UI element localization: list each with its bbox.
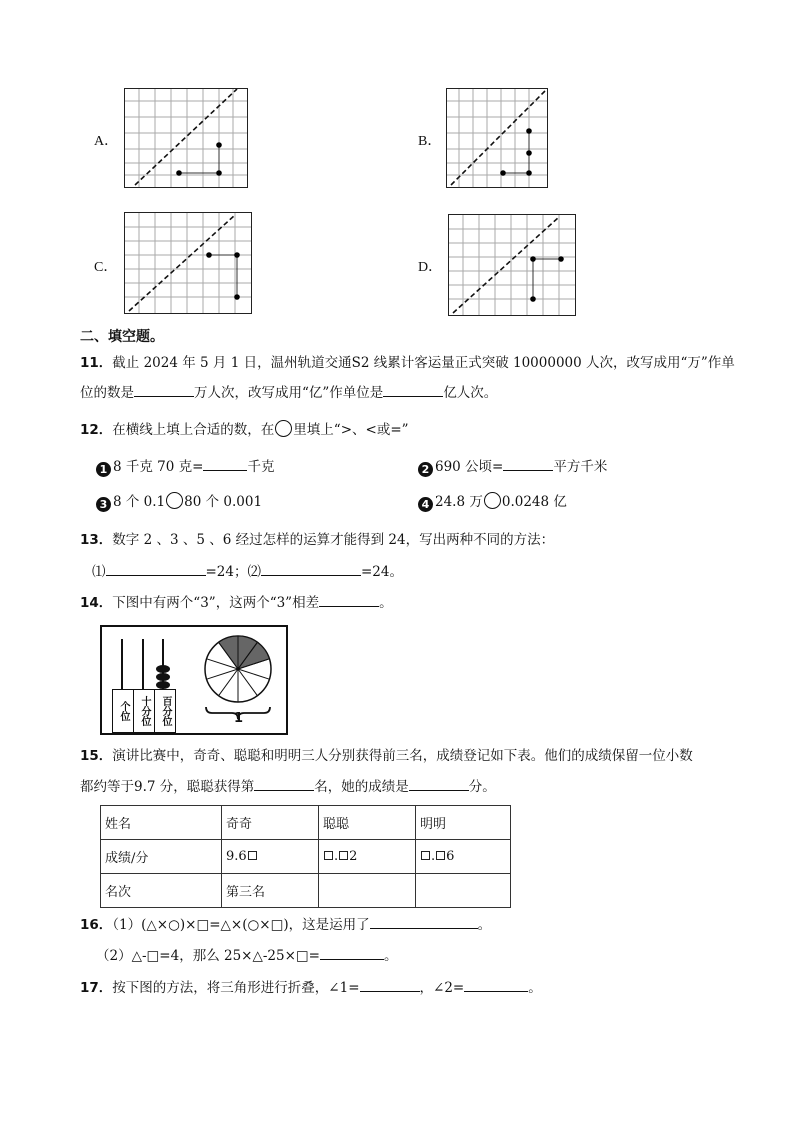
question-number: 12．: [80, 422, 113, 438]
question-11: [80, 353, 735, 373]
item-mark: 2: [418, 462, 433, 477]
q13-eq2: =24。: [361, 564, 403, 580]
option-b-grid[interactable]: [446, 88, 548, 188]
table-row: [101, 806, 511, 840]
q12-item-4: [418, 492, 567, 512]
q11-blank-2[interactable]: [383, 382, 443, 397]
abacus-label-tenths: 十分位: [134, 690, 155, 732]
rank-qiqi: 第三名: [222, 874, 319, 908]
item-text-b: 80 个 0.001: [184, 494, 263, 510]
q13-stem: 数字 2 、3 、5 、6 经过怎样的运算才能得到 24，写出两种不同的方法：: [112, 532, 555, 548]
unknown-digit-box: [421, 851, 430, 860]
compare-circle-4[interactable]: [484, 492, 501, 509]
item-text-a: 8 千克 70 克=: [113, 459, 204, 475]
q17-end: 。: [528, 980, 542, 996]
q14-figure: [100, 625, 288, 735]
option-a-label: A．: [94, 134, 119, 149]
q12-item-1: [96, 456, 274, 477]
score-congcong-tail: 2: [349, 849, 358, 864]
abacus-label-ones: 个位: [113, 690, 134, 732]
grid-figure-a: [125, 89, 247, 187]
compare-circle-icon: [275, 420, 292, 437]
unknown-digit-box: [324, 851, 333, 860]
q11-text-c: 亿人次。: [443, 385, 498, 401]
q12-stem: 在横线上填上合适的数，在: [112, 422, 275, 438]
q12-stem-b: 里填上“>、<或=”: [293, 422, 409, 438]
q15-blank-1[interactable]: [254, 776, 314, 791]
table-row: [101, 840, 511, 874]
q15-text-b: 名，她的成绩是: [314, 779, 409, 795]
question-13: [80, 530, 554, 550]
option-c-label: C．: [94, 260, 118, 275]
question-number: 11．: [80, 355, 113, 371]
score-congcong: . 2: [319, 840, 416, 874]
q12-blank-1[interactable]: [203, 456, 247, 471]
abacus-base: [112, 689, 176, 733]
unknown-digit-box: [339, 851, 348, 860]
question-12: [80, 420, 409, 440]
grid-figure-b: [447, 89, 547, 187]
q16-p1-end: 。: [477, 917, 492, 933]
q13-p1: ⑴: [92, 564, 106, 580]
q11-text-b: 万人次，改写成用“亿”作单位是: [194, 385, 384, 401]
question-11-line2: [80, 382, 497, 403]
abacus-label-hundredths: 百分位: [160, 696, 171, 726]
header-mingming: 明明: [416, 806, 511, 840]
q15-text-a: 都约等于9.7 分，聪聪获得第: [80, 779, 255, 795]
item-text-b: 平方千米: [553, 459, 608, 475]
q16-p2-text: （2）△-□=4，那么 25×△-25×□=: [96, 948, 320, 964]
question-number: 13．: [80, 532, 113, 548]
item-text-a: 8 个 0.1: [113, 494, 166, 510]
q15-line1: 演讲比赛中，奇奇、聪聪和明明三人分别获得前三名，成绩登记如下表。他们的成绩保留一位小数: [112, 748, 693, 764]
q12-item-2: [418, 456, 607, 477]
table-row: [101, 874, 511, 908]
score-table: [100, 805, 511, 908]
q13-answers: [92, 561, 403, 582]
grid-figure-d: [449, 215, 575, 315]
q17-blank-2[interactable]: [464, 977, 528, 992]
q17-blank-1[interactable]: [360, 977, 420, 992]
option-d-label: D．: [418, 260, 443, 275]
score-mingming-tail: 6: [446, 849, 455, 864]
unknown-digit-box: [248, 851, 257, 860]
question-16: [80, 914, 491, 935]
item-text-a: 690 公顷=: [435, 459, 504, 475]
grid-figure-c: [125, 213, 251, 313]
section-title: 二、填空题。: [80, 329, 164, 345]
q13-eq1: =24；⑵: [205, 564, 261, 580]
q15-blank-2[interactable]: [409, 776, 469, 791]
score-qiqi: [222, 840, 319, 874]
question-number: 15．: [80, 748, 113, 764]
q14-stem: 下图中有两个“3”，这两个“3”相差: [112, 595, 320, 611]
question-17: [80, 977, 542, 998]
q17-stem: 按下图的方法，将三角形进行折叠，∠1=: [112, 980, 360, 996]
question-15: [80, 746, 693, 766]
header-qiqi: 奇奇: [222, 806, 319, 840]
q12-item-3: [96, 492, 262, 512]
q11-line1: 截止 2024 年 5 月 1 日，温州轨道交通S2 线累计客运量正式突破 10000000 人次，改写成用“万”作单: [112, 355, 735, 371]
question-15-line2: [80, 776, 496, 797]
question-number: 14．: [80, 595, 113, 611]
rank-mingming[interactable]: [416, 874, 511, 908]
score-qiqi-value: 9.6: [226, 849, 247, 864]
q16-blank-2[interactable]: [320, 945, 384, 960]
q13-blank-2[interactable]: [261, 561, 361, 576]
option-b-label: B．: [418, 134, 442, 149]
q13-blank-1[interactable]: [106, 561, 206, 576]
q14-blank[interactable]: [319, 592, 379, 607]
option-a-grid[interactable]: [124, 88, 248, 188]
q16-p2-end: 。: [383, 948, 398, 964]
q16-p1-text: （1）(△×○)×□=△×(○×□)，这是运用了: [112, 917, 370, 933]
question-16-part2: [96, 945, 397, 966]
item-mark: 4: [418, 497, 433, 512]
q15-text-c: 分。: [468, 779, 496, 795]
q11-text-a: 位的数是: [80, 385, 134, 401]
q14-end: 。: [379, 595, 393, 611]
row-label-rank: 名次: [101, 874, 222, 908]
item-mark: 3: [96, 497, 111, 512]
unknown-digit-box: [436, 851, 445, 860]
q12-blank-2[interactable]: [503, 456, 553, 471]
option-d-grid[interactable]: [448, 214, 576, 316]
header-congcong: 聪聪: [319, 806, 416, 840]
row-label-score: 成绩/分: [101, 840, 222, 874]
question-number: 16．: [80, 917, 113, 933]
q17-mid: ，∠2=: [419, 980, 465, 996]
item-mark: 1: [96, 462, 111, 477]
header-name: 姓名: [101, 806, 222, 840]
item-text-b: 千克: [247, 459, 275, 475]
item-text-a: 24.8 万: [435, 494, 483, 510]
question-number: 17．: [80, 980, 113, 996]
score-mingming: . 6: [416, 840, 511, 874]
option-c-grid[interactable]: [124, 212, 252, 314]
rank-congcong[interactable]: [319, 874, 416, 908]
pie-label: 1: [234, 711, 244, 726]
compare-circle-3[interactable]: [166, 492, 183, 509]
question-14: [80, 592, 393, 613]
q16-blank-1[interactable]: [370, 914, 478, 929]
q11-blank-1[interactable]: [134, 382, 194, 397]
item-text-b: 0.0248 亿: [501, 494, 567, 510]
